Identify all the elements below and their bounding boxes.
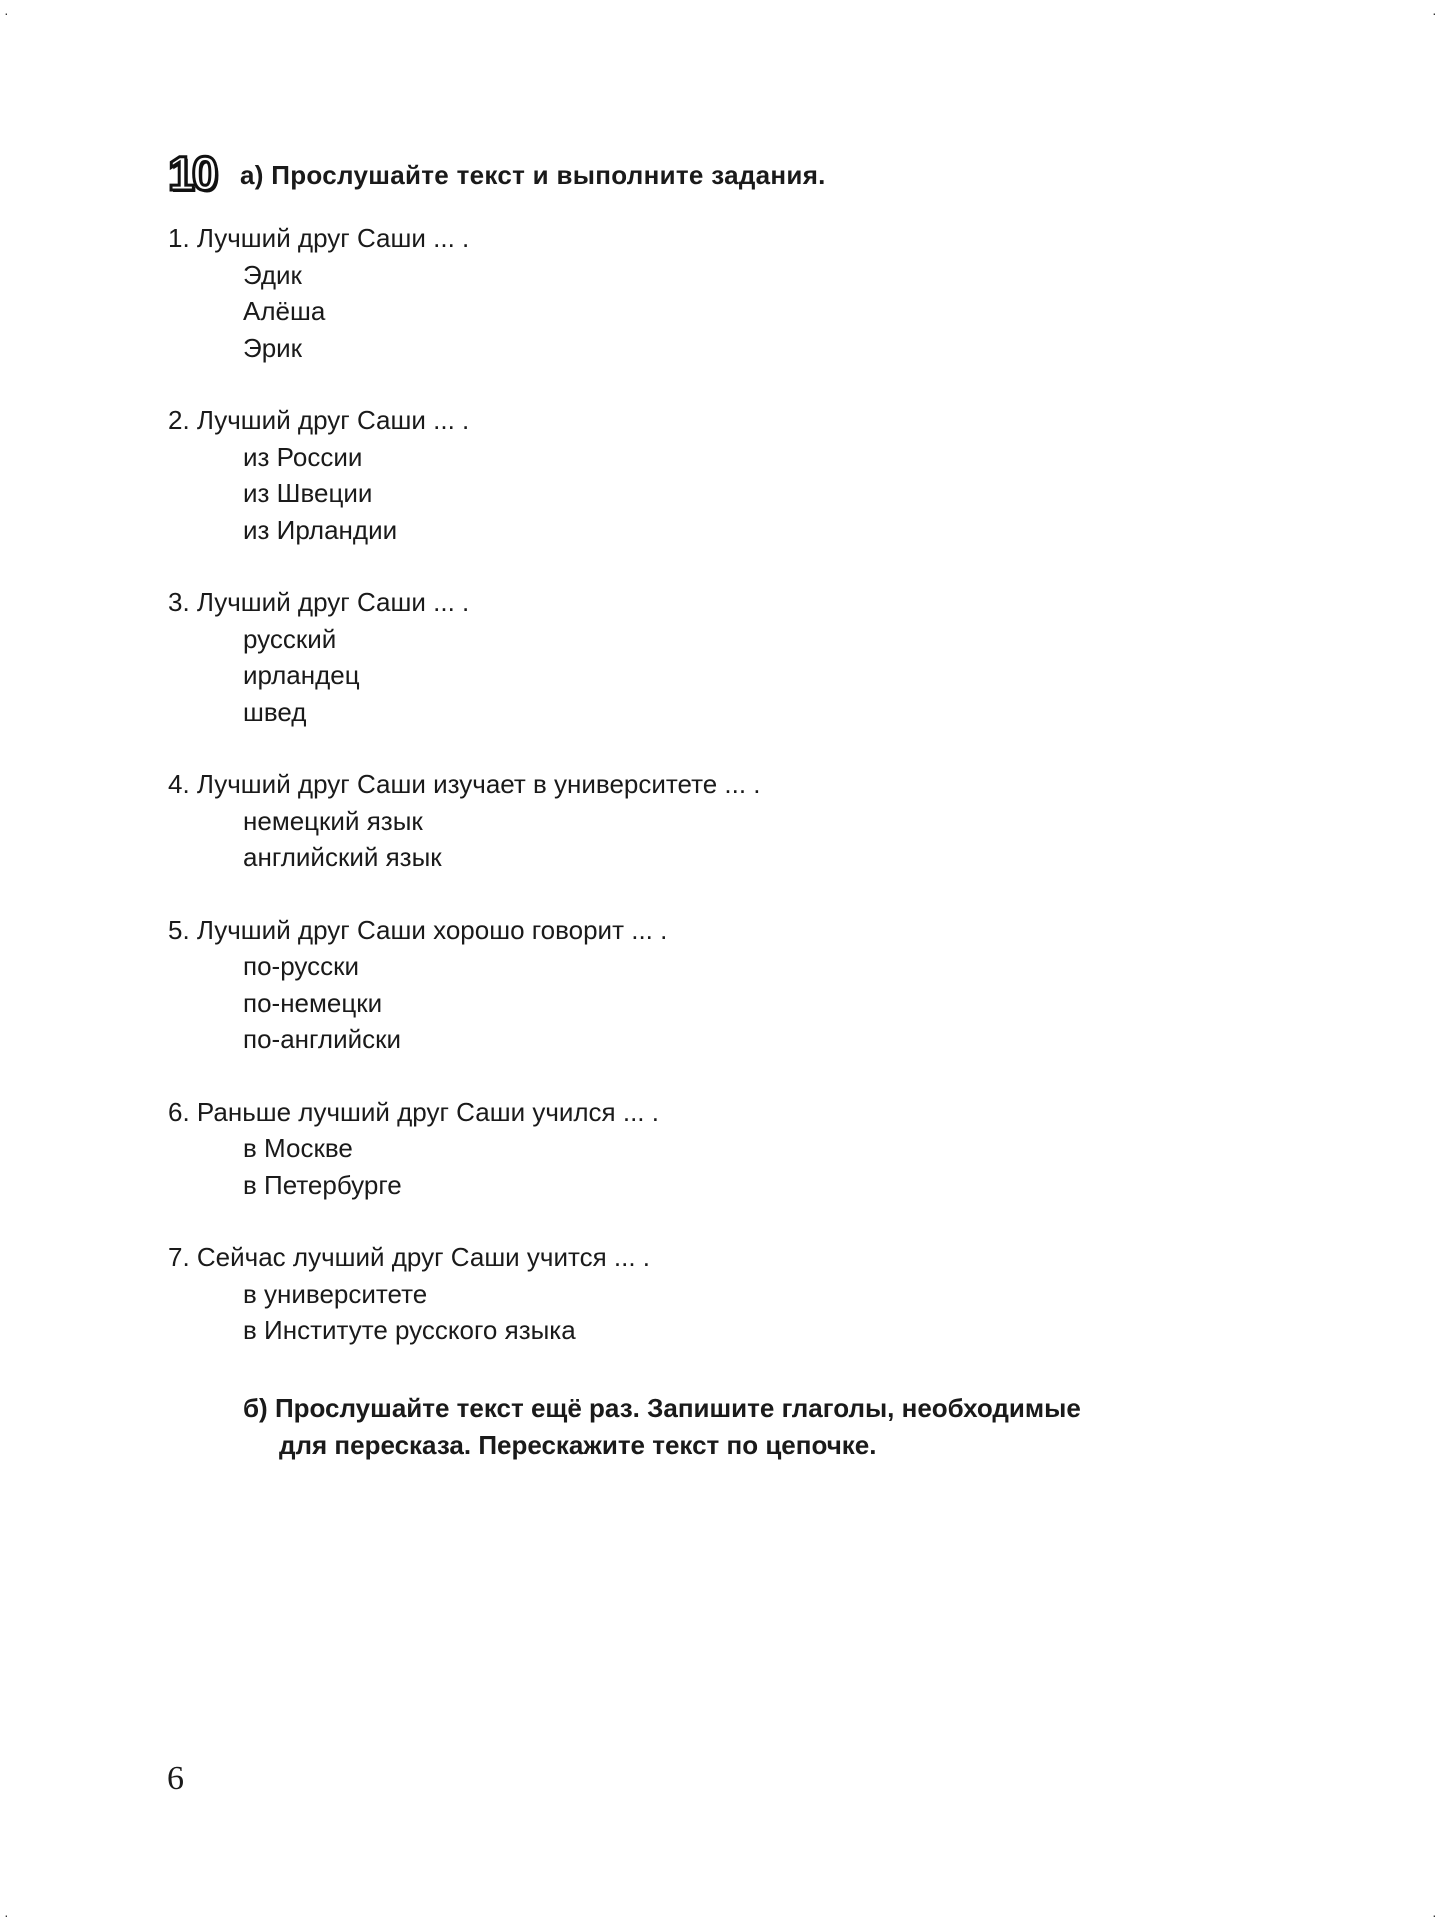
answer-option: в Москве	[243, 1133, 353, 1163]
answer-option: из Ирландии	[243, 514, 398, 545]
question-item	[168, 912, 1268, 1058]
question-item	[168, 402, 1268, 548]
question-text: 2. Лучший друг Саши ... .	[168, 405, 470, 435]
exercise-header	[168, 150, 826, 200]
answer-option: в Институте русского языка	[243, 1315, 576, 1345]
answer-option: английский язык	[243, 842, 442, 872]
answer-option: ирландец	[243, 660, 360, 690]
question-text: 5. Лучший друг Саши хорошо говорит ... .	[168, 914, 668, 945]
part-b-line-1: б) Прослушайте текст ещё раз. Запишите глаголы, необходимые	[243, 1393, 1081, 1423]
part-b-instruction	[243, 1390, 1243, 1464]
answer-option: по-немецки	[243, 987, 383, 1018]
answer-option: по-английски	[243, 1024, 402, 1054]
crop-mark-icon: ·	[4, 5, 9, 21]
answer-option: Алёша	[243, 296, 326, 326]
question-item	[168, 766, 1268, 876]
page-number: 6	[167, 1760, 184, 1797]
question-item	[168, 220, 1268, 366]
answer-option: Эдик	[243, 259, 302, 290]
answer-option: в университете	[243, 1278, 428, 1309]
answer-option: из России	[243, 441, 363, 472]
answer-option: Эрик	[243, 332, 303, 363]
answer-option: швед	[243, 696, 307, 727]
part-a-instruction: а) Прослушайте текст и выполните задания.	[240, 159, 826, 190]
question-text: 3. Лучший друг Саши ... .	[168, 587, 470, 617]
crop-mark-icon: ·	[4, 1907, 9, 1923]
question-text: 1. Лучший друг Саши ... .	[168, 223, 470, 253]
question-item	[168, 584, 1268, 730]
question-list	[168, 220, 1268, 1385]
answer-option: из Швеции	[243, 478, 373, 508]
question-text: 6. Раньше лучший друг Саши учился ... .	[168, 1096, 659, 1127]
question-text: 7. Сейчас лучший друг Саши учится ... .	[168, 1242, 651, 1272]
exercise-number: 10	[168, 148, 216, 201]
question-item	[168, 1094, 1268, 1204]
answer-option: русский	[243, 623, 337, 654]
question-text: 4. Лучший друг Саши изучает в университете ... .	[168, 769, 761, 799]
part-b-line-2: для пересказа. Перескажите текст по цепочке.	[279, 1430, 877, 1460]
answer-option: немецкий язык	[243, 805, 423, 836]
crop-mark-icon: ·	[1432, 1907, 1437, 1923]
crop-mark-icon: ·	[1432, 5, 1437, 21]
answer-option: в Петербурге	[243, 1169, 402, 1200]
question-item	[168, 1239, 1268, 1349]
answer-option: по-русски	[243, 951, 359, 981]
